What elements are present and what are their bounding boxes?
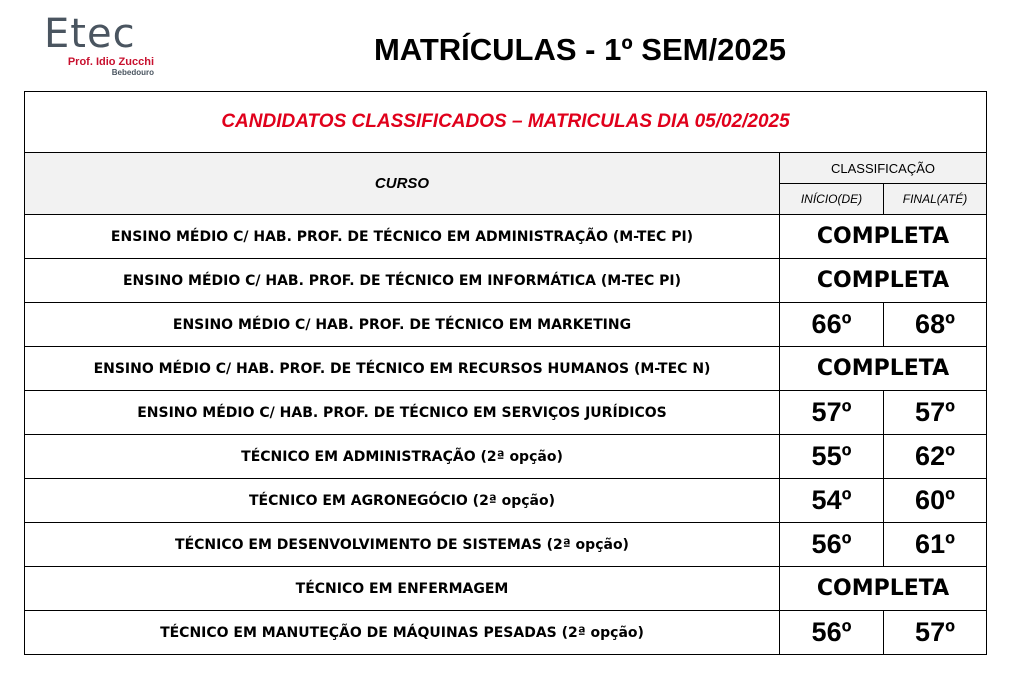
header-classificacao: CLASSIFICAÇÃO: [780, 153, 987, 184]
course-name: TÉCNICO EM MANUTEÇÃO DE MÁQUINAS PESADAS (2ª opção): [25, 611, 780, 655]
table-row: [25, 479, 987, 523]
banner-text: CANDIDATOS CLASSIFICADOS – MATRICULAS DIA 05/02/2025: [25, 92, 987, 153]
end-position: 68º: [884, 303, 987, 347]
status-completa: COMPLETA: [780, 259, 987, 303]
header-row: [25, 153, 987, 184]
end-position: 62º: [884, 435, 987, 479]
end-position: 60º: [884, 479, 987, 523]
table-row: [25, 523, 987, 567]
course-name: ENSINO MÉDIO C/ HAB. PROF. DE TÉCNICO EM MARKETING: [25, 303, 780, 347]
course-name: ENSINO MÉDIO C/ HAB. PROF. DE TÉCNICO EM SERVIÇOS JURÍDICOS: [25, 391, 780, 435]
status-completa: COMPLETA: [780, 567, 987, 611]
course-name: ENSINO MÉDIO C/ HAB. PROF. DE TÉCNICO EM INFORMÁTICA (M-TEC PI): [25, 259, 780, 303]
start-position: 56º: [780, 611, 884, 655]
end-position: 57º: [884, 611, 987, 655]
end-position: 61º: [884, 523, 987, 567]
end-position: 57º: [884, 391, 987, 435]
course-name: TÉCNICO EM ADMINISTRAÇÃO (2ª opção): [25, 435, 780, 479]
table-row: [25, 435, 987, 479]
classification-table: [24, 91, 987, 655]
banner-row: [25, 92, 987, 153]
etec-logo: [44, 11, 154, 78]
status-completa: COMPLETA: [780, 347, 987, 391]
table-row: [25, 259, 987, 303]
logo-wordmark: Etec: [44, 11, 136, 57]
header-inicio: INÍCIO(DE): [780, 184, 884, 215]
table-row: [25, 391, 987, 435]
header-curso: CURSO: [25, 153, 780, 215]
table-row: [25, 303, 987, 347]
start-position: 56º: [780, 523, 884, 567]
course-name: TÉCNICO EM AGRONEGÓCIO (2ª opção): [25, 479, 780, 523]
course-name: ENSINO MÉDIO C/ HAB. PROF. DE TÉCNICO EM ADMINISTRAÇÃO (M-TEC PI): [25, 215, 780, 259]
start-position: 57º: [780, 391, 884, 435]
header-final: FINAL(ATÉ): [884, 184, 987, 215]
start-position: 54º: [780, 479, 884, 523]
start-position: 55º: [780, 435, 884, 479]
page-title: MATRÍCULAS - 1º SEM/2025: [373, 32, 787, 67]
course-name: TÉCNICO EM ENFERMAGEM: [25, 567, 780, 611]
table-row: [25, 567, 987, 611]
course-name: TÉCNICO EM DESENVOLVIMENTO DE SISTEMAS (2ª opção): [25, 523, 780, 567]
status-completa: COMPLETA: [780, 215, 987, 259]
table-row: [25, 347, 987, 391]
logo-city: Bebedouro: [111, 68, 154, 77]
logo-school-name: Prof. Idio Zucchi: [67, 56, 154, 68]
table-row: [25, 611, 987, 655]
start-position: 66º: [780, 303, 884, 347]
course-name: ENSINO MÉDIO C/ HAB. PROF. DE TÉCNICO EM RECURSOS HUMANOS (M-TEC N): [25, 347, 780, 391]
table-row: [25, 215, 987, 259]
